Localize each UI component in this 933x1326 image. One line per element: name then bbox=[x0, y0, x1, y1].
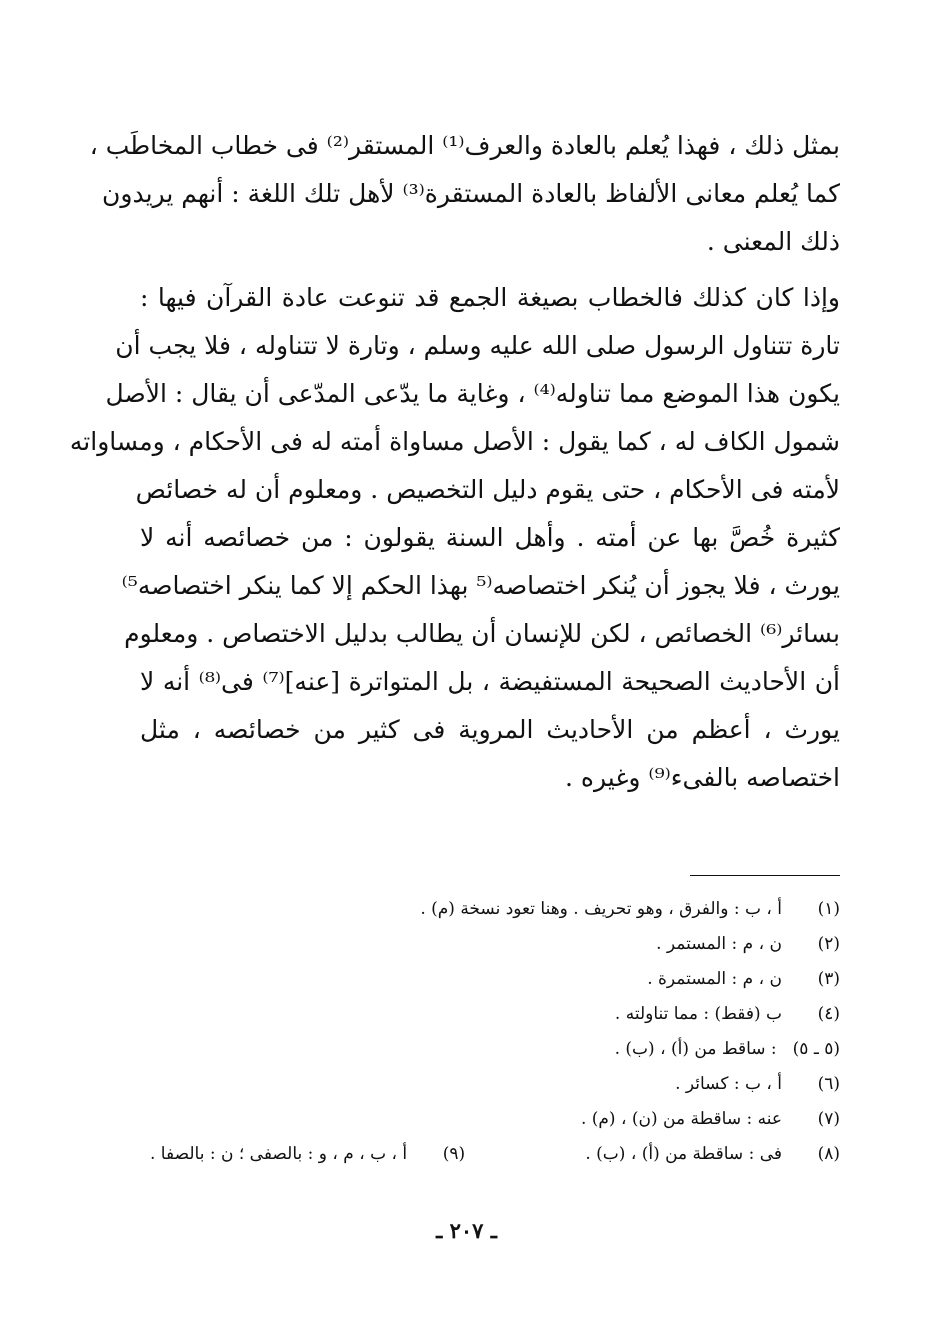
main-text bbox=[69, 122, 841, 802]
text-line: بسائر⁽⁶⁾ الخصائص ، لكن للإنسان أن يطالب بدليل الاختصاص . ومعلوم bbox=[124, 619, 840, 648]
footnote bbox=[140, 927, 840, 962]
footnote bbox=[140, 1067, 840, 1102]
footnote-text: ن ، م : المستمرة . bbox=[647, 969, 782, 989]
text-line: وإذا كان كذلك فالخطاب بصيغة الجمع قد تنوعت عادة القرآن فيها : bbox=[140, 283, 840, 312]
text-line: يورث ، فلا يجوز أن يُنكر اختصاصه⁽⁵ بهذا الحكم إلا كما ينكر اختصاصه⁵⁾ bbox=[121, 571, 840, 600]
footnote-number: (٣) bbox=[817, 969, 840, 989]
text-line: بمثل ذلك ، فهذا يُعلم بالعادة والعرف⁽¹⁾ المستقر⁽²⁾ فى خطاب المخاطَب ، bbox=[89, 131, 840, 160]
footnote-separator bbox=[690, 875, 840, 876]
text-line: لأمته فى الأحكام ، حتى يقوم دليل التخصيص . ومعلوم أن له خصائص bbox=[135, 475, 840, 504]
footnote-pair bbox=[140, 1137, 840, 1172]
page-number: ـ ٢٠٧ ـ bbox=[436, 1218, 497, 1243]
footnote-number: (٦) bbox=[817, 1074, 840, 1094]
footnote-text: فى : ساقطة من (أ) ، (ب) . bbox=[585, 1144, 782, 1164]
text-line: كما يُعلم معانى الألفاظ بالعادة المستقرة⁽³⁾ لأهل تلك اللغة : أنهم يريدون bbox=[102, 179, 840, 208]
text-line: كثيرة خُصَّ بها عن أمته . وأهل السنة يقولون : من خصائصه أنه لا bbox=[140, 523, 841, 552]
footnote-text: عنه : ساقطة من (ن) ، (م) . bbox=[580, 1109, 782, 1129]
footnote-number: (٩) bbox=[442, 1144, 466, 1164]
text-line: يكون هذا الموضع مما تناوله⁽⁴⁾ ، وغاية ما يدّعى المدّعى أن يقال : الأصل bbox=[105, 379, 840, 408]
footnote bbox=[140, 892, 840, 927]
footnote-number: (١) bbox=[817, 899, 840, 919]
footnote-text: أ ، ب : والفرق ، وهو تحريف . وهنا تعود نسخة (م) . bbox=[420, 899, 782, 919]
text-line: تارة تتناول الرسول صلى الله عليه وسلم ، وتارة لا تتناوله ، فلا يجب أن bbox=[115, 331, 840, 360]
text-line: اختصاصه بالفىء⁽⁹⁾ وغيره . bbox=[565, 763, 840, 792]
footnote-number: (٧) bbox=[817, 1109, 840, 1129]
paragraph-gap bbox=[140, 266, 840, 274]
footnote-number: (٥ ـ ٥) bbox=[792, 1039, 840, 1059]
footnote bbox=[140, 1102, 840, 1137]
text-line: يورث ، أعظم من الأحاديث المروية فى كثير من خصائصه ، مثل bbox=[140, 715, 840, 744]
footnote bbox=[140, 997, 840, 1032]
footnote-number: (٤) bbox=[817, 1004, 840, 1024]
footnote bbox=[140, 1032, 840, 1067]
footnote-text: ب (فقط) : مما تناولته . bbox=[614, 1004, 782, 1024]
footnote bbox=[140, 962, 840, 997]
footnotes bbox=[140, 892, 840, 1172]
text-line: شمول الكاف له ، كما يقول : الأصل مساواة أمته له فى الأحكام ، ومساواته bbox=[69, 427, 840, 456]
footnote-number: (٢) bbox=[817, 934, 840, 954]
footnote bbox=[585, 1137, 840, 1172]
footnote-number: (٨) bbox=[817, 1144, 840, 1164]
footnote-text: أ ، ب ، م ، و : بالصفى ؛ ن : بالصفا . bbox=[150, 1144, 408, 1164]
text-line: أن الأحاديث الصحيحة المستفيضة ، بل المتواترة [عنه]⁽⁷⁾ فى⁽⁸⁾ أنه لا bbox=[140, 667, 840, 696]
footnote-text: : ساقط من (أ) ، (ب) . bbox=[614, 1039, 777, 1059]
text-line: ذلك المعنى . bbox=[706, 227, 840, 256]
footnote-text: أ ، ب : كسائر . bbox=[675, 1074, 782, 1094]
footnote bbox=[150, 1137, 465, 1172]
footnote-text: ن ، م : المستمر . bbox=[656, 934, 782, 954]
